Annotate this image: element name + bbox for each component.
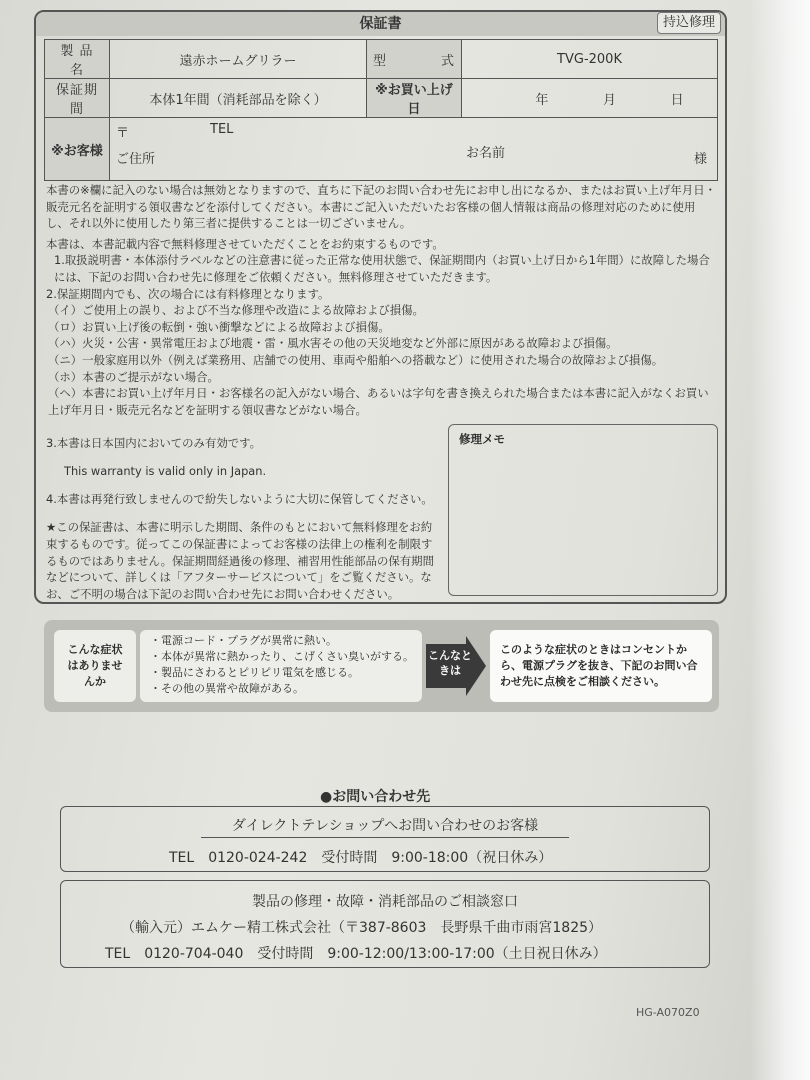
customer-label: ※お客様 <box>45 118 110 181</box>
repair-memo-label: 修理メモ <box>459 432 505 446</box>
repair-memo-box[interactable] <box>448 424 718 596</box>
term-3-jp: 3.本書は日本国内においてのみ有効です。 <box>46 436 261 451</box>
term-2: 2.保証期間内でも、次の場合には有料修理となります。 <box>46 286 330 301</box>
direct-teleshop-box <box>60 806 710 872</box>
repair-consultation-title: 製品の修理・故障・消耗部品のご相談窓口 <box>252 894 518 910</box>
warranty-terms <box>46 182 718 418</box>
postal-mark: 〒 <box>116 126 130 141</box>
address-label: ご住所 <box>116 152 156 167</box>
document-code: HG-A070Z0 <box>636 1006 700 1019</box>
direct-teleshop-title: ダイレクトテレショップへお問い合わせのお客様 <box>231 818 539 834</box>
advice-text: このような症状のときはコンセントから、電源プラグを抜き、下記のお問い合わせ先に点検をご相談ください。 <box>490 630 712 702</box>
term-4: 4.本書は再発行致しませんので紛失しないように大切に保管してください。 <box>46 492 433 507</box>
star-note: ★この保証書は、本書に明示した期間、条件のもとにおいて無料修理をお約束するものです。従ってこの保証書によってお客様の法律上の権利を制限するものではありません。保証期間経過後の修理、補習用性能部品の保有期間などについて、詳しくは「アフターサービスについて」をご覧ください。なお、ご不明の場合は下記のお問い合わせ先にお問い合わせください。 <box>46 520 434 601</box>
term-2-ro: （ロ）お買い上げ後の転倒・強い衝撃などによる故障および損傷。 <box>48 319 390 334</box>
intro-paragraph: 本書の※欄に記入のない場合は無効となりますので、直ちに下記のお問い合わせ先にお申し出になるか、またはお買い上げ年月日・販売元名を証明する領収書などを添付してください。本書にご記入いただいたお客様の個人情報は商品の修理対応のために使用し、それ以外に使用したり第三者に提供することは一切ございません。 <box>46 183 716 231</box>
name-label: お名前 <box>466 146 506 161</box>
term-2-ha: （ハ）火災・公害・異常電圧および地震・雷・風水害その他の天災地変など外部に原因がある故障および損傷。 <box>48 336 618 351</box>
contact-heading: ●お問い合わせ先 <box>320 789 431 805</box>
term-2-i: （イ）ご使用上の誤り、および不当な修理や改造による故障および損傷。 <box>48 303 424 318</box>
direct-teleshop-phone[interactable]: TEL 0120-024-242 受付時間 9:00-18:00（祝日休み） <box>169 850 553 866</box>
warranty-card <box>34 10 727 604</box>
period-value: 本体1年間（消耗部品を除く） <box>110 79 367 118</box>
honorific: 様 <box>693 152 707 167</box>
promise-paragraph: 本書は、本書記載内容で無料修理させていただくことをお約束するものです。 <box>46 236 444 251</box>
arrow-label: こんなときは <box>428 649 472 677</box>
term-1: 1.取扱説明書・本体添付ラベルなどの注意書に従った正常な使用状態で、保証期間内（お買い上げ日から1年間）に故障した場合には、下記のお問い合わせ先に修理をご依頼ください。無料修理させていただきます。 <box>54 253 710 284</box>
purchase-date-label: ※お買い上げ日 <box>367 79 462 118</box>
customer-field[interactable] <box>110 118 718 181</box>
period-label: 保証期間 <box>45 79 110 118</box>
term-2-he: （ヘ）本書にお買い上げ年月日・お客様名の記入がない場合、あるいは字句を書き換えられた場合または本書に記入がなくお買い上げ年月日・販売元名などを証明する領収書などがない場合。 <box>48 386 709 417</box>
warranty-header <box>36 12 725 36</box>
symptom-question: こんな症状はありませんか <box>54 630 136 702</box>
warranty-notes <box>46 424 441 614</box>
info-table <box>44 39 718 181</box>
symptom-item: ・本体が異常に熱かったり、こげくさい臭いがする。 <box>150 650 414 663</box>
repair-phone[interactable]: TEL 0120-704-040 受付時間 9:00-12:00/13:00-17:00（土日祝日休み） <box>105 946 607 962</box>
term-3-en: This warranty is valid only in Japan. <box>64 464 267 479</box>
term-2-ho: （ホ）本書のご提示がない場合。 <box>48 369 219 384</box>
carry-in-repair-tag: 持込修理 <box>657 12 721 34</box>
model-value: TVG-200K <box>462 40 718 79</box>
symptom-list <box>140 630 422 702</box>
product-label: 製 品 名 <box>45 40 110 79</box>
warranty-title: 保証書 <box>359 16 402 32</box>
paper-edge <box>750 0 810 1080</box>
repair-consultation-box <box>60 880 710 968</box>
symptom-item: ・電源コード・プラグが異常に熱い。 <box>150 634 337 647</box>
tel-label: TEL <box>210 122 234 137</box>
importer-info: （輸入元）エムケー精工株式会社（〒387-8603 長野県千曲市雨宮1825） <box>121 920 603 936</box>
term-2-ni: （ニ）一般家庭用以外（例えば業務用、店舗での使用、車両や船舶への搭載など）に使用された場合の故障および損傷。 <box>48 352 664 367</box>
symptom-check-panel <box>44 620 719 712</box>
purchase-date-field[interactable]: 年 月 日 <box>462 79 718 118</box>
symptom-item: ・その他の異常や故障がある。 <box>150 682 304 695</box>
symptom-item: ・製品にさわるとピリピリ電気を感じる。 <box>150 666 359 679</box>
model-label: 型 式 <box>367 40 462 79</box>
product-value: 遠赤ホームグリラー <box>110 40 367 79</box>
